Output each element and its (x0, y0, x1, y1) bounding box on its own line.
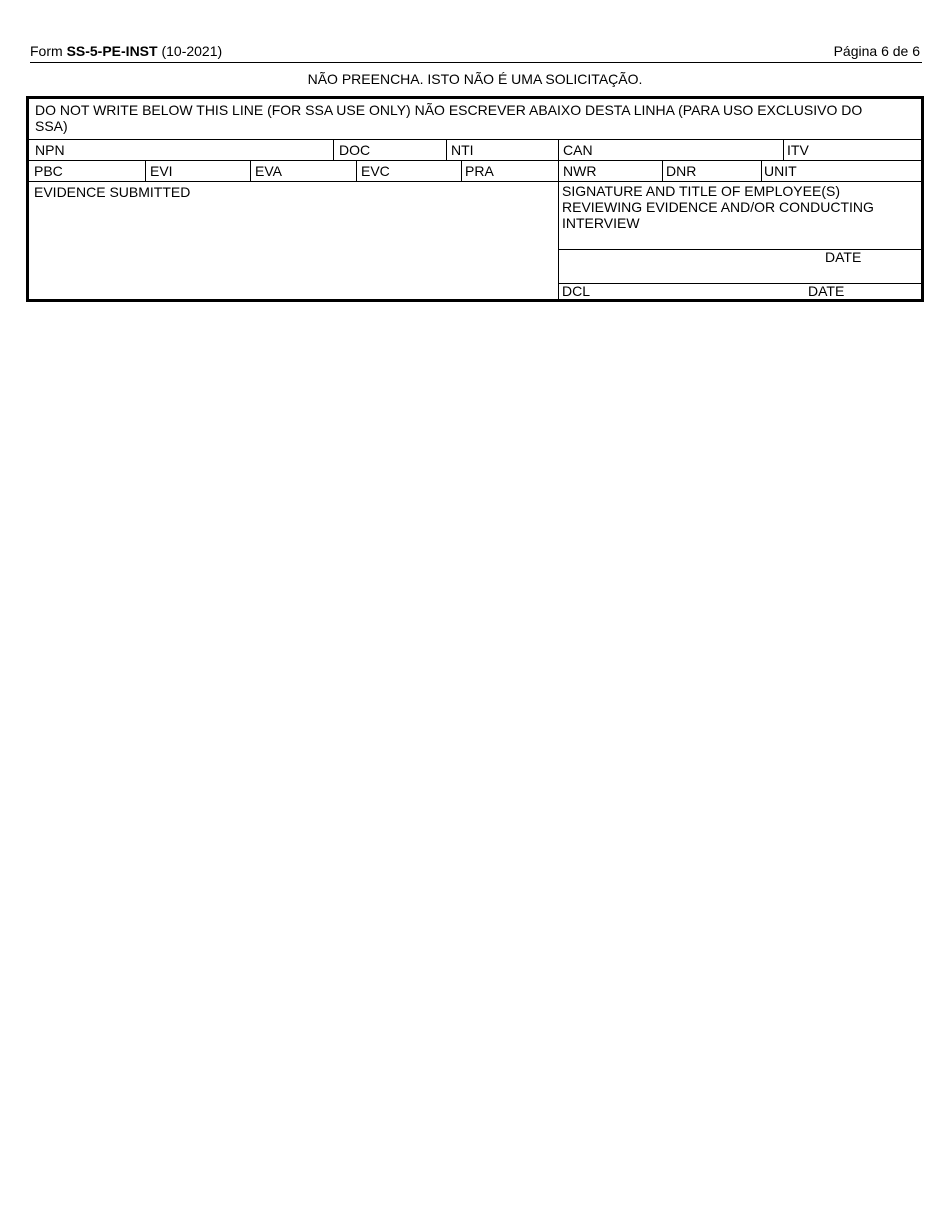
npn-field: NPN (35, 142, 65, 158)
pra-field: PRA (465, 163, 494, 179)
itv-field: ITV (787, 142, 809, 158)
page-number: Página 6 de 6 (833, 43, 920, 59)
divider (29, 160, 921, 161)
form-date: (10-2021) (157, 43, 223, 59)
ssa-use-only-box (26, 96, 924, 302)
evidence-submitted-label: EVIDENCE SUBMITTED (34, 184, 191, 200)
evc-field: EVC (361, 163, 390, 179)
form-code: SS-5-PE-INST (66, 43, 158, 59)
evi-field: EVI (150, 163, 173, 179)
divider (558, 249, 921, 250)
form-prefix: Form (30, 43, 67, 59)
form-identifier (30, 43, 222, 59)
ssa-box-title: DO NOT WRITE BELOW THIS LINE (FOR SSA USE ONLY) NÃO ESCREVER ABAIXO DESTA LINHA (PARA USO EXCLUSIVO DO SSA) (35, 102, 863, 134)
signature-date-label: DATE (825, 249, 862, 265)
divider (29, 139, 921, 140)
divider (333, 139, 334, 160)
employee-signature-label: SIGNATURE AND TITLE OF EMPLOYEE(S) REVIEWING EVIDENCE AND/OR CONDUCTING INTERVIEW (562, 183, 874, 231)
dnr-field: DNR (666, 163, 697, 179)
eva-field: EVA (255, 163, 282, 179)
divider (29, 181, 921, 182)
pbc-field: PBC (34, 163, 63, 179)
not-an-application-notice: NÃO PREENCHA. ISTO NÃO É UMA SOLICITAÇÃO. (307, 71, 643, 87)
dcl-date-label: DATE (808, 283, 845, 299)
dcl-field: DCL (562, 283, 591, 299)
nti-field: NTI (451, 142, 474, 158)
page-header (30, 43, 922, 63)
nwr-field: NWR (563, 163, 597, 179)
can-field: CAN (563, 142, 593, 158)
unit-field: UNIT (764, 163, 797, 179)
doc-field: DOC (339, 142, 371, 158)
divider (558, 283, 921, 284)
